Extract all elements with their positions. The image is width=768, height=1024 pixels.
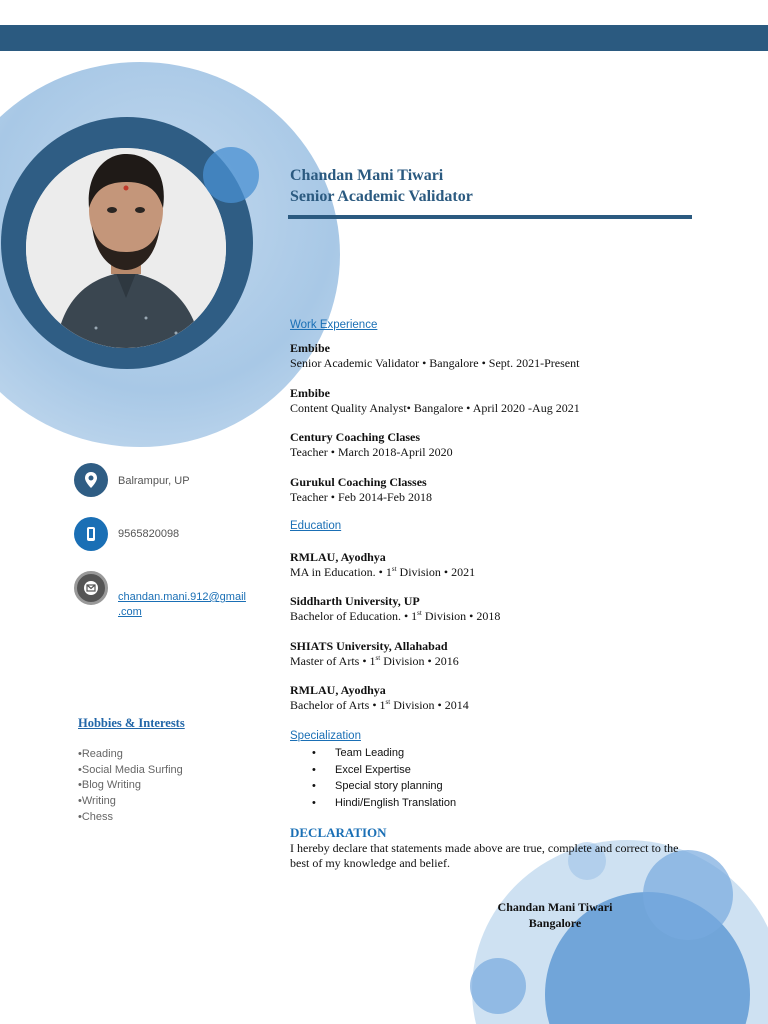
hobbies-heading: Hobbies & Interests	[78, 716, 185, 730]
header-block	[290, 165, 473, 207]
header-divider	[288, 215, 692, 219]
email-line-1[interactable]: chandan.mani.912@gmail	[118, 591, 246, 603]
work-detail: Teacher • March 2018-April 2020	[290, 445, 453, 459]
education-org: RMLAU, Ayodhya	[290, 683, 386, 697]
hobby-item: • Blog Writing	[78, 778, 183, 794]
email-line-2[interactable]: .com	[118, 606, 142, 618]
specialization-heading: Specialization	[290, 730, 361, 742]
declaration-text: I hereby declare that statements made above are true, complete and correct to the best of my knowledge and belief.	[290, 841, 679, 870]
signature-place: Bangalore	[528, 916, 582, 930]
work-entry	[290, 475, 432, 505]
education-org: SHIATS University, Allahabad	[290, 639, 448, 653]
work-entry	[290, 341, 579, 371]
education-detail: MA in Education. • 1st Division • 2021	[290, 565, 476, 579]
hobby-item: • Chess	[78, 810, 183, 826]
candidate-name: Chandan Mani Tiwari	[290, 167, 444, 184]
location-pin-icon	[74, 463, 108, 497]
location-text: Balrampur, UP	[118, 475, 190, 487]
specialization-list	[312, 745, 456, 812]
specialization-item: • Excel Expertise	[312, 762, 456, 779]
education-org: RMLAU, Ayodhya	[290, 550, 386, 564]
work-detail: Senior Academic Validator • Bangalore • Sept. 2021-Present	[290, 356, 580, 370]
declaration-heading: DECLARATION	[290, 825, 387, 840]
decorative-circle-small	[470, 958, 526, 1014]
education-entry	[290, 683, 469, 713]
phone-icon	[74, 517, 108, 551]
education-entry	[290, 550, 475, 580]
education-detail: Master of Arts • 1st Division • 2016	[290, 654, 459, 668]
work-detail: Content Quality Analyst• Bangalore • April 2020 -Aug 2021	[290, 401, 580, 415]
accent-circle	[203, 147, 259, 203]
education-heading: Education	[290, 520, 342, 532]
education-entry	[290, 639, 459, 669]
work-detail: Teacher • Feb 2014-Feb 2018	[290, 490, 432, 504]
profile-photo	[26, 148, 226, 348]
work-entry	[290, 430, 453, 460]
work-entry	[290, 386, 580, 416]
work-org: Gurukul Coaching Classes	[290, 475, 427, 489]
hobbies-list	[78, 747, 183, 826]
education-detail: Bachelor of Arts • 1st Division • 2014	[290, 698, 469, 712]
education-entry	[290, 594, 500, 624]
work-org: Embibe	[290, 386, 331, 400]
email-link[interactable]	[118, 590, 246, 620]
work-org: Embibe	[290, 341, 331, 355]
specialization-item: • Hindi/English Translation	[312, 795, 456, 812]
hobby-item: • Writing	[78, 794, 183, 810]
top-banner	[0, 25, 768, 51]
mail-icon	[74, 571, 108, 605]
phone-text: 9565820098	[118, 528, 180, 540]
work-experience-heading: Work Experience	[290, 319, 378, 331]
signature-block	[480, 899, 630, 931]
hobby-item: • Reading	[78, 747, 183, 763]
work-org: Century Coaching Clases	[290, 430, 421, 444]
education-org: Siddharth University, UP	[290, 594, 420, 608]
person-portrait	[26, 148, 226, 348]
specialization-item: • Team Leading	[312, 745, 456, 762]
candidate-title: Senior Academic Validator	[290, 188, 473, 205]
education-detail: Bachelor of Education. • 1st Division • 2018	[290, 609, 501, 623]
signature-name: Chandan Mani Tiwari	[497, 900, 613, 914]
hobby-item: • Social Media Surfing	[78, 763, 183, 779]
specialization-item: • Special story planning	[312, 778, 456, 795]
